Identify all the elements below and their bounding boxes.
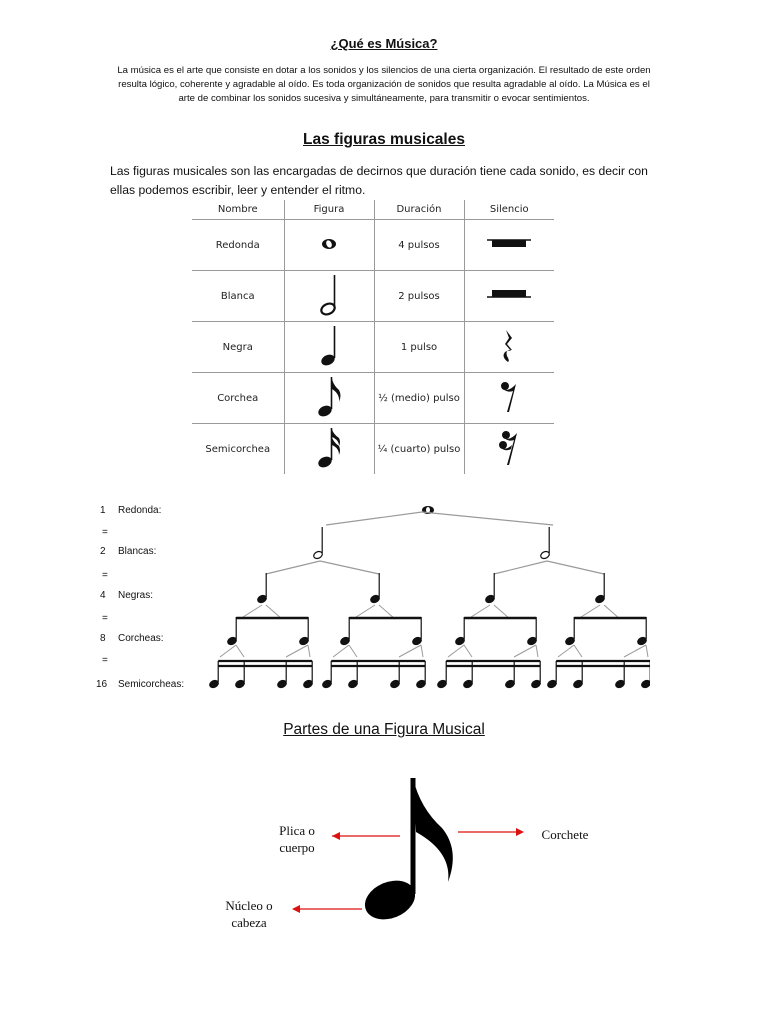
level-count: 8 (100, 633, 106, 644)
header-duracion: Duración (374, 200, 464, 220)
heading-figuras-musicales: Las figuras musicales (303, 131, 465, 148)
cell-duracion: 4 pulsos (374, 220, 464, 271)
table-header-row (192, 200, 554, 220)
tree-branch (320, 561, 379, 574)
equals-sign: = (102, 655, 108, 666)
heading-que-es-musica: ¿Qué es Música? (330, 36, 438, 51)
level-count: 1 (100, 505, 106, 516)
blanca-rest-icon (464, 271, 554, 322)
semicorchea-note (641, 679, 650, 689)
cell-nombre: Corchea (192, 373, 284, 424)
level-count: 16 (96, 679, 108, 690)
heading-partes-figura: Partes de una Figura Musical (283, 721, 485, 738)
tree-branch (349, 645, 357, 657)
level-count: 2 (100, 546, 106, 557)
intro-paragraph: La música es el arte que consiste en dotar a los sonidos y los silencios de una cierta organización. El resultado de este orden resulta lógico, coherente y agradable al oído. Es toda organización de sonidos que resulta agradable al oído. La Música es el arte de combinar los sonidos sucesiva y simultáneamente, para transmitir o evocar sentimientos. (117, 65, 651, 104)
equals-sign: = (102, 570, 108, 581)
tree-branch (326, 512, 422, 525)
table-row (192, 271, 554, 322)
table-row (192, 322, 554, 373)
figuras-paragraph: Las figuras musicales son las encargadas de decirnos que duración tiene cada sonido, es decir con ellas podemos escribir, leer y entender el ritmo. (110, 164, 648, 197)
label-corchete: Corchete (541, 827, 589, 842)
cell-duracion: ½ (medio) pulso (374, 373, 464, 424)
corchea-note-icon (284, 373, 374, 424)
corchea-rest-icon (464, 373, 554, 424)
level-label: Negras: (118, 590, 154, 601)
header-silencio: Silencio (464, 200, 554, 220)
note-hierarchy-tree (200, 495, 650, 700)
tree-branch (624, 645, 646, 657)
tree-branch (333, 645, 349, 657)
figuras-table (192, 200, 554, 474)
note-flag (413, 778, 453, 882)
tree-branch (236, 645, 244, 657)
tree-branch (399, 645, 421, 657)
cell-duracion: 2 pulsos (374, 271, 464, 322)
cell-duracion: 1 pulso (374, 322, 464, 373)
equals-sign: = (102, 527, 108, 538)
tree-branch (421, 645, 423, 657)
header-nombre: Nombre (192, 200, 284, 220)
header-figura: Figura (284, 200, 374, 220)
table-row (192, 220, 554, 271)
label-plica: Plica o cuerpo (279, 823, 315, 855)
label-nucleo: Núcleo o cabeza (225, 898, 273, 930)
level-label: Corcheas: (118, 633, 164, 644)
tree-branch (286, 645, 308, 657)
semicorchea-rest-icon (464, 424, 554, 475)
redonda-rest-icon (464, 220, 554, 271)
tree-branch (422, 512, 553, 525)
level-label: Semicorcheas: (118, 679, 185, 690)
tree-branch (574, 645, 582, 657)
semicorchea-note-icon (284, 424, 374, 475)
table-row (192, 424, 554, 475)
tree-branch (220, 645, 236, 657)
blanca-note-icon (284, 271, 374, 322)
level-label: Redonda: (118, 505, 162, 516)
level-label: Blancas: (118, 546, 157, 557)
negra-note-icon (284, 322, 374, 373)
tree-branch (448, 645, 464, 657)
tree-branch (464, 645, 472, 657)
tree-branch (308, 645, 310, 657)
cell-nombre: Negra (192, 322, 284, 373)
redonda-note-icon (284, 220, 374, 271)
level-count: 4 (100, 590, 106, 601)
cell-nombre: Redonda (192, 220, 284, 271)
cell-duracion: ¼ (cuarto) pulso (374, 424, 464, 475)
equals-sign: = (102, 613, 108, 624)
cell-nombre: Semicorchea (192, 424, 284, 475)
negra-rest-icon (464, 322, 554, 373)
tree-branch (494, 561, 547, 574)
tree-branch (266, 561, 320, 574)
tree-branch (547, 561, 604, 574)
cell-nombre: Blanca (192, 271, 284, 322)
tree-branch (558, 645, 574, 657)
tree-branch (514, 645, 536, 657)
table-row (192, 373, 554, 424)
tree-branch (536, 645, 538, 657)
tree-branch (646, 645, 648, 657)
